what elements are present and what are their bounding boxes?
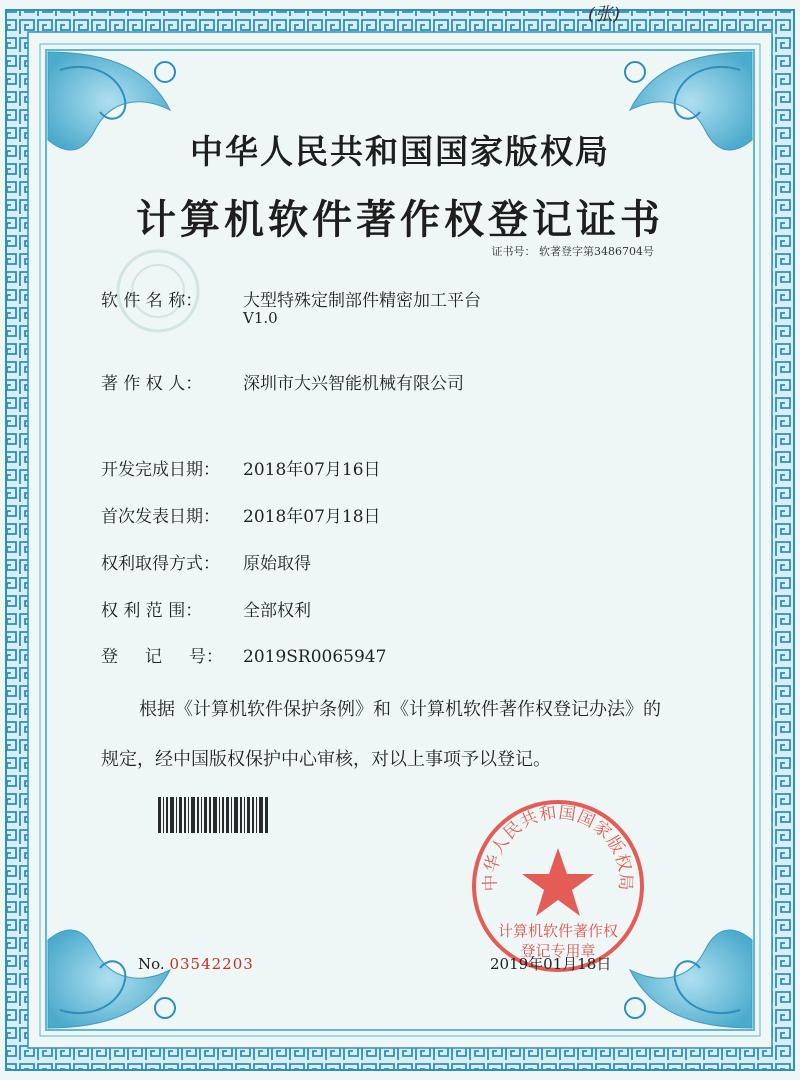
certificate-number-value: 软著登字第3486704号: [539, 245, 654, 258]
field-value: 2019SR0065947: [243, 647, 387, 667]
field-label: 权 利 范 围：: [101, 601, 203, 621]
field-pub-date: [101, 502, 381, 527]
seal-line-2: 登记专用章: [520, 942, 596, 960]
field-value: 大型特殊定制部件精密加工平台: [243, 291, 481, 311]
star-icon: [522, 848, 594, 916]
seal-line-1: 计算机软件著作权: [497, 922, 619, 940]
field-method: [101, 549, 311, 574]
field-owner: [101, 369, 464, 394]
serial-label: No.: [138, 955, 165, 973]
official-seal: [468, 796, 648, 976]
handwritten-note: (张): [588, 4, 621, 25]
field-value: 2018年07月16日: [243, 460, 381, 480]
certificate-number-label: 证书号：: [491, 245, 536, 258]
barcode: [158, 797, 268, 833]
certificate-number: [492, 243, 655, 259]
issuing-authority: 中华人民共和国国家版权局: [190, 132, 610, 171]
field-scope: [101, 596, 311, 621]
field-value: 2018年07月18日: [243, 507, 381, 527]
serial-number: [138, 955, 254, 973]
field-label: 首次发表日期：: [101, 507, 220, 527]
field-value: 深圳市大兴智能机械有限公司: [243, 374, 464, 394]
body-line-2: 规定，经中国版权保护中心审核，对以上事项予以登记。: [101, 749, 551, 770]
field-label: 权利取得方式：: [101, 554, 220, 574]
field-reg-no: [101, 642, 386, 667]
field-label: 著 作 权 人：: [101, 374, 203, 394]
field-dev-date: [101, 455, 381, 480]
field-label: 软 件 名 称：: [101, 291, 203, 311]
seal-ring-text: 中华人民共和国国家版权局: [480, 802, 636, 892]
certificate-title: 计算机软件著作权登记证书: [136, 196, 664, 243]
field-value: 全部权利: [243, 601, 311, 621]
field-label: 登 记 号：: [101, 647, 224, 667]
field-label: 开发完成日期：: [101, 460, 220, 480]
body-line-1: 根据《计算机软件保护条例》和《计算机软件著作权登记办法》的: [139, 699, 661, 720]
field-software-name: [101, 286, 481, 311]
issue-date: 2019年01月18日: [490, 955, 612, 973]
serial-value: 03542203: [169, 955, 254, 973]
field-value: 原始取得: [243, 554, 311, 574]
software-version: V1.0: [243, 309, 278, 327]
